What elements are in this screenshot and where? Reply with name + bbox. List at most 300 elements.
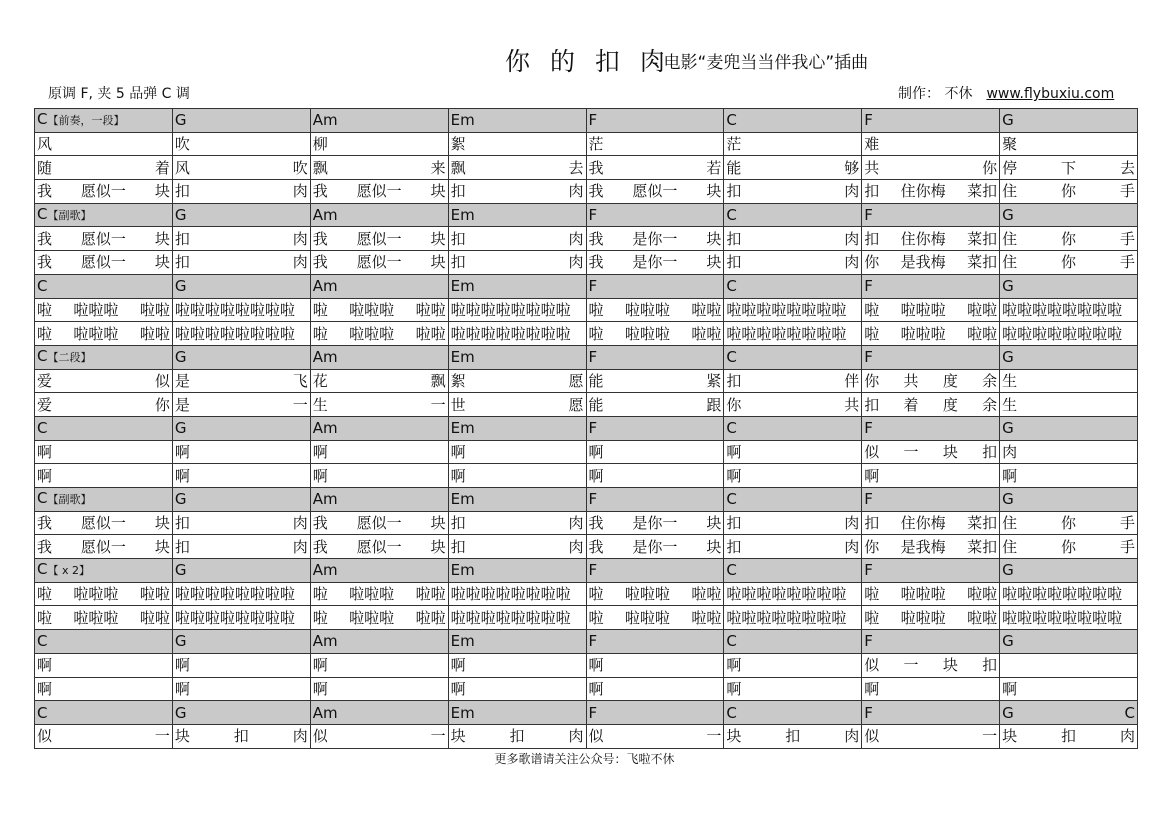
lyric-cell bbox=[724, 511, 862, 535]
chord-cell bbox=[586, 345, 724, 369]
chord-name: F bbox=[864, 277, 873, 296]
lyric-cell bbox=[1000, 322, 1138, 346]
cell-content bbox=[451, 183, 584, 199]
cell-content bbox=[37, 468, 170, 484]
lyric-text: 啦啦啦啦啦啦啦啦 bbox=[1002, 324, 1123, 343]
lyric-text: 住你梅 bbox=[900, 514, 946, 533]
lyric-cell bbox=[448, 724, 586, 748]
chord-name: G bbox=[174, 277, 187, 296]
cell-content bbox=[313, 373, 446, 389]
lyric-text: 扣 bbox=[726, 514, 742, 533]
lyric-cell bbox=[310, 298, 448, 322]
website-link[interactable]: www.flybuxiu.com bbox=[986, 86, 1115, 102]
cell-content bbox=[175, 254, 308, 270]
chord-cell bbox=[862, 488, 1000, 512]
lyric-text: 扣 bbox=[509, 727, 525, 746]
lyric-text: 啦 bbox=[864, 608, 880, 627]
section-label: 【副歌】 bbox=[47, 209, 92, 223]
lyric-text: 啊 bbox=[312, 442, 328, 461]
lyric-row bbox=[35, 606, 1138, 630]
lyric-text: 块 bbox=[706, 514, 722, 533]
lyric-text: 啊 bbox=[726, 679, 742, 698]
chord-cell bbox=[1000, 345, 1138, 369]
lyric-text: 啦啦 bbox=[415, 300, 446, 319]
cell-content bbox=[175, 657, 308, 673]
lyric-cell bbox=[448, 180, 586, 204]
chord-name: F bbox=[864, 348, 873, 367]
cell-content bbox=[589, 160, 722, 176]
lyric-text: 花 bbox=[312, 371, 328, 390]
cell-content bbox=[313, 633, 446, 649]
credit-author: 制作： 不休 bbox=[898, 86, 973, 102]
lyric-text: 菜扣 bbox=[967, 537, 998, 556]
lyric-text: 茫 bbox=[588, 135, 604, 154]
cell-content bbox=[864, 112, 997, 128]
chord-cell bbox=[1000, 630, 1138, 654]
cell-content bbox=[37, 420, 170, 436]
lyric-text: 共 bbox=[844, 395, 860, 414]
cell-content bbox=[313, 207, 446, 223]
lyric-cell bbox=[1000, 582, 1138, 606]
cell-content bbox=[864, 278, 997, 294]
lyric-text: 肉 bbox=[844, 253, 860, 272]
lyric-text: 扣 bbox=[982, 442, 998, 461]
lyric-text: 啦 bbox=[588, 300, 604, 319]
lyric-text: 啊 bbox=[726, 442, 742, 461]
cell-content bbox=[589, 112, 722, 128]
cell-content bbox=[313, 160, 446, 176]
lyric-text: 啊 bbox=[588, 442, 604, 461]
lyric-text: 难 bbox=[864, 135, 880, 154]
lyric-cell bbox=[586, 132, 724, 156]
lyric-cell bbox=[724, 251, 862, 275]
chord-name: F bbox=[588, 703, 598, 722]
lyric-text: 扣 bbox=[174, 182, 190, 201]
lyric-text: 啦 bbox=[588, 608, 604, 627]
cell-content bbox=[1002, 444, 1135, 460]
chord-cell bbox=[724, 274, 862, 298]
lyric-text: 去 bbox=[568, 158, 584, 177]
cell-content bbox=[864, 586, 997, 602]
chord-cell bbox=[586, 701, 724, 725]
cell-content bbox=[726, 373, 859, 389]
lyric-text: 住你梅 bbox=[900, 182, 946, 201]
chord-name: Em bbox=[450, 111, 475, 130]
cell-content bbox=[37, 373, 170, 389]
lyric-text: 世 bbox=[450, 395, 466, 414]
chord-name: C bbox=[37, 703, 48, 722]
lyric-text: 啊 bbox=[726, 656, 742, 675]
lyric-cell bbox=[1000, 535, 1138, 559]
chord-cell bbox=[862, 701, 1000, 725]
cell-content bbox=[313, 231, 446, 247]
chord-cell bbox=[35, 345, 173, 369]
cell-content bbox=[313, 420, 446, 436]
chord-cell bbox=[862, 203, 1000, 227]
lyric-text: 啦啦啦 bbox=[900, 300, 946, 319]
chord-name: G bbox=[174, 703, 187, 722]
cell-content bbox=[864, 444, 997, 460]
lyric-cell bbox=[586, 180, 724, 204]
cell-content bbox=[175, 420, 308, 436]
lyric-text: 我 bbox=[312, 537, 328, 556]
cell-content bbox=[451, 420, 584, 436]
chord-cell bbox=[35, 416, 173, 440]
chord-cell bbox=[35, 701, 173, 725]
lyric-text: 扣 bbox=[174, 514, 190, 533]
lyric-text: 块 bbox=[154, 514, 170, 533]
lyric-text: 你 bbox=[864, 537, 880, 556]
chord-cell bbox=[862, 559, 1000, 583]
lyric-cell bbox=[172, 369, 310, 393]
lyric-cell bbox=[586, 606, 724, 630]
chord-cell bbox=[586, 274, 724, 298]
cell-content bbox=[313, 136, 446, 152]
lyric-text: 若 bbox=[706, 158, 722, 177]
cell-content bbox=[451, 207, 584, 223]
lyric-text: 扣 bbox=[864, 514, 880, 533]
chord-name: F bbox=[864, 490, 873, 509]
lyric-cell bbox=[310, 227, 448, 251]
lyric-cell bbox=[724, 582, 862, 606]
chord-group bbox=[37, 561, 90, 579]
lyric-text: 啦啦 bbox=[967, 324, 998, 343]
chord-group bbox=[37, 348, 91, 366]
lyric-text: 我 bbox=[37, 253, 53, 272]
cell-content bbox=[726, 491, 859, 507]
chord-name: Am bbox=[312, 277, 338, 296]
lyric-cell bbox=[310, 535, 448, 559]
chord-cell bbox=[35, 274, 173, 298]
cell-content bbox=[451, 705, 584, 721]
cell-content bbox=[1002, 633, 1135, 649]
lyric-cell bbox=[310, 606, 448, 630]
lyric-text: 肉 bbox=[568, 253, 584, 272]
lyric-text: 我 bbox=[37, 537, 53, 556]
chord-lyric-sheet bbox=[34, 108, 1138, 749]
lyric-text: 扣 bbox=[174, 537, 190, 556]
lyric-cell bbox=[310, 677, 448, 701]
lyric-text: 啦啦啦 bbox=[349, 324, 395, 343]
lyric-row bbox=[35, 440, 1138, 464]
lyric-cell bbox=[448, 251, 586, 275]
lyric-text: 一 bbox=[903, 442, 919, 461]
lyric-text: 我 bbox=[37, 182, 53, 201]
lyric-text: 肉 bbox=[568, 514, 584, 533]
chord-name: C bbox=[726, 206, 737, 225]
cell-content bbox=[451, 633, 584, 649]
lyric-text: 肉 bbox=[844, 537, 860, 556]
chord-name: F bbox=[588, 419, 598, 438]
chord-name: G bbox=[174, 348, 187, 367]
cell-content bbox=[864, 420, 997, 436]
lyric-text: 我 bbox=[588, 158, 604, 177]
cell-content bbox=[726, 705, 859, 721]
cell-content bbox=[451, 610, 584, 626]
lyric-text: 飘 bbox=[430, 371, 446, 390]
lyric-row bbox=[35, 464, 1138, 488]
cell-content bbox=[864, 610, 997, 626]
lyric-cell bbox=[172, 653, 310, 677]
lyric-cell bbox=[724, 393, 862, 417]
lyric-cell bbox=[1000, 369, 1138, 393]
lyric-cell bbox=[172, 535, 310, 559]
lyric-text: 块 bbox=[430, 537, 446, 556]
lyric-text: 肉 bbox=[1119, 727, 1135, 746]
lyric-row bbox=[35, 535, 1138, 559]
lyric-text: 肉 bbox=[844, 727, 860, 746]
lyric-text: 肉 bbox=[568, 182, 584, 201]
chord-name: C bbox=[37, 419, 48, 438]
cell-content bbox=[589, 444, 722, 460]
chord-cell bbox=[586, 488, 724, 512]
cell-content bbox=[1002, 302, 1135, 318]
lyric-cell bbox=[1000, 251, 1138, 275]
lyric-text: 生 bbox=[1002, 371, 1018, 390]
lyric-text: 我 bbox=[37, 229, 53, 248]
chord-cell bbox=[310, 488, 448, 512]
chord-cell bbox=[586, 416, 724, 440]
lyric-text: 扣 bbox=[450, 229, 466, 248]
lyric-cell bbox=[862, 511, 1000, 535]
cell-content bbox=[451, 681, 584, 697]
chord-cell bbox=[172, 630, 310, 654]
cell-content bbox=[37, 444, 170, 460]
lyric-cell bbox=[862, 132, 1000, 156]
cell-content bbox=[37, 515, 170, 531]
lyric-text: 扣 bbox=[726, 371, 742, 390]
cell-content bbox=[175, 207, 308, 223]
cell-content bbox=[589, 539, 722, 555]
chord-cell bbox=[1000, 203, 1138, 227]
lyric-text: 能 bbox=[588, 371, 604, 390]
chord-row bbox=[35, 701, 1138, 725]
chord-row bbox=[35, 630, 1138, 654]
lyric-text: 住 bbox=[1002, 253, 1018, 272]
chord-cell bbox=[448, 416, 586, 440]
cell-content bbox=[1002, 610, 1135, 626]
cell-content bbox=[451, 112, 584, 128]
lyric-cell bbox=[172, 156, 310, 180]
lyric-cell bbox=[448, 298, 586, 322]
chord-name: C bbox=[726, 348, 737, 367]
lyric-text: 扣 bbox=[864, 182, 880, 201]
cell-content bbox=[1002, 420, 1135, 436]
credit-line bbox=[898, 83, 1114, 103]
chord-cell bbox=[310, 559, 448, 583]
lyric-text: 扣 bbox=[726, 253, 742, 272]
lyric-cell bbox=[862, 582, 1000, 606]
chord-name: G bbox=[1002, 348, 1014, 367]
chord-cell bbox=[1000, 274, 1138, 298]
lyric-text: 是你一 bbox=[632, 253, 678, 272]
cell-content bbox=[589, 705, 722, 721]
cell-content bbox=[313, 562, 446, 578]
chord-cell bbox=[586, 630, 724, 654]
lyric-cell bbox=[448, 535, 586, 559]
cell-content bbox=[451, 586, 584, 602]
lyric-text: 啦啦 bbox=[139, 585, 170, 604]
lyric-text: 度 bbox=[942, 395, 958, 414]
lyric-cell bbox=[862, 298, 1000, 322]
lyric-text: 聚 bbox=[1002, 135, 1018, 154]
cell-content bbox=[175, 610, 308, 626]
chord-cell bbox=[448, 109, 586, 133]
lyric-cell bbox=[586, 393, 724, 417]
chord-name: Em bbox=[450, 206, 475, 225]
cell-content bbox=[864, 728, 997, 744]
lyric-text: 啊 bbox=[174, 466, 190, 485]
lyric-text: 你 bbox=[1061, 537, 1077, 556]
lyric-text: 停 bbox=[1002, 158, 1018, 177]
lyric-text: 啦啦啦啦啦啦啦啦 bbox=[450, 324, 571, 343]
cell-content bbox=[313, 539, 446, 555]
lyric-text: 手 bbox=[1119, 537, 1135, 556]
cell-content bbox=[864, 349, 997, 365]
lyric-row bbox=[35, 227, 1138, 251]
cell-content bbox=[864, 468, 997, 484]
lyric-text: 絮 bbox=[450, 371, 466, 390]
lyric-text: 啊 bbox=[588, 679, 604, 698]
lyric-cell bbox=[724, 464, 862, 488]
lyric-text: 块 bbox=[450, 727, 466, 746]
lyric-row bbox=[35, 677, 1138, 701]
chord-cell bbox=[724, 559, 862, 583]
lyric-cell bbox=[862, 156, 1000, 180]
lyric-text: 啦啦 bbox=[967, 608, 998, 627]
lyric-cell bbox=[35, 440, 173, 464]
lyric-text: 啊 bbox=[37, 679, 53, 698]
lyric-cell bbox=[724, 227, 862, 251]
chord-row bbox=[35, 416, 1138, 440]
lyric-text: 似 bbox=[864, 656, 880, 675]
lyric-cell bbox=[310, 132, 448, 156]
lyric-text: 住你梅 bbox=[900, 229, 946, 248]
cell-content bbox=[589, 681, 722, 697]
lyric-cell bbox=[172, 582, 310, 606]
lyric-text: 啦啦啦啦啦啦啦啦 bbox=[174, 585, 295, 604]
lyric-text: 啊 bbox=[864, 466, 880, 485]
chord-name: Em bbox=[450, 419, 475, 438]
lyric-text: 啦啦 bbox=[139, 608, 170, 627]
cell-content bbox=[1002, 112, 1135, 128]
lyric-text: 愿似一 bbox=[80, 253, 126, 272]
lyric-cell bbox=[586, 251, 724, 275]
lyric-text: 扣 bbox=[450, 182, 466, 201]
cell-content bbox=[37, 681, 170, 697]
lyric-cell bbox=[310, 369, 448, 393]
cell-content bbox=[589, 515, 722, 531]
chord-cell bbox=[724, 630, 862, 654]
lyric-text: 肉 bbox=[568, 537, 584, 556]
lyric-text: 我 bbox=[588, 514, 604, 533]
cell-content bbox=[864, 183, 997, 199]
cell-content bbox=[175, 539, 308, 555]
lyric-cell bbox=[1000, 298, 1138, 322]
chord-name: F bbox=[864, 111, 873, 130]
cell-content bbox=[175, 633, 308, 649]
cell-content bbox=[864, 254, 997, 270]
cell-content bbox=[864, 207, 997, 223]
cell-content bbox=[1002, 183, 1135, 199]
cell-content bbox=[175, 183, 308, 199]
cell-content bbox=[726, 112, 859, 128]
lyric-text: 我 bbox=[312, 182, 328, 201]
lyric-cell bbox=[35, 251, 173, 275]
chord-cell bbox=[35, 203, 173, 227]
lyric-text: 啦啦啦啦啦啦啦啦 bbox=[450, 300, 571, 319]
lyric-row bbox=[35, 298, 1138, 322]
cell-content bbox=[589, 183, 722, 199]
lyric-text: 是我梅 bbox=[900, 253, 946, 272]
chord-cell bbox=[724, 345, 862, 369]
cell-content bbox=[313, 657, 446, 673]
cell-content bbox=[175, 136, 308, 152]
lyric-cell bbox=[172, 677, 310, 701]
chord-cell bbox=[724, 488, 862, 512]
chord-name: C bbox=[726, 111, 737, 130]
lyric-text: 愿似一 bbox=[632, 182, 678, 201]
lyric-text: 愿似一 bbox=[80, 514, 126, 533]
lyric-text: 啦 bbox=[37, 608, 53, 627]
chord-cell bbox=[448, 274, 586, 298]
lyric-cell bbox=[724, 606, 862, 630]
cell-content bbox=[37, 111, 170, 129]
cell-content bbox=[726, 728, 859, 744]
cell-content bbox=[451, 160, 584, 176]
chord-name: F bbox=[588, 277, 598, 296]
lyric-text: 啦啦啦啦啦啦啦啦 bbox=[726, 585, 847, 604]
lyric-text: 块 bbox=[942, 656, 958, 675]
lyric-text: 块 bbox=[706, 229, 722, 248]
lyric-text: 随 bbox=[37, 158, 53, 177]
lyric-cell bbox=[35, 535, 173, 559]
lyric-text: 啦啦 bbox=[967, 300, 998, 319]
chord-cell bbox=[172, 109, 310, 133]
cell-content bbox=[313, 326, 446, 342]
cell-content bbox=[589, 420, 722, 436]
lyric-text: 一 bbox=[430, 727, 446, 746]
lyric-cell bbox=[310, 724, 448, 748]
lyric-text: 啦啦啦啦啦啦啦啦 bbox=[726, 300, 847, 319]
cell-content bbox=[864, 326, 997, 342]
cell-content bbox=[175, 586, 308, 602]
lyric-text: 扣 bbox=[785, 727, 801, 746]
chord-row bbox=[35, 559, 1138, 583]
lyric-text: 啦啦啦 bbox=[624, 300, 670, 319]
chord-cell bbox=[1000, 416, 1138, 440]
lyric-text: 啦 bbox=[588, 324, 604, 343]
lyric-text: 住 bbox=[1002, 537, 1018, 556]
cell-content bbox=[451, 231, 584, 247]
lyric-text: 我 bbox=[588, 229, 604, 248]
cell-content bbox=[1002, 231, 1135, 247]
chord-name: Em bbox=[450, 703, 475, 722]
lyric-text: 我 bbox=[312, 229, 328, 248]
cell-content bbox=[1002, 728, 1135, 744]
lyric-cell bbox=[862, 440, 1000, 464]
chord-cell bbox=[724, 203, 862, 227]
cell-content bbox=[37, 231, 170, 247]
cell-content bbox=[726, 657, 859, 673]
lyric-cell bbox=[35, 156, 173, 180]
chord-cell bbox=[172, 559, 310, 583]
cell-content bbox=[313, 586, 446, 602]
lyric-cell bbox=[862, 322, 1000, 346]
lyric-cell bbox=[172, 440, 310, 464]
chord-cell bbox=[35, 630, 173, 654]
lyric-cell bbox=[724, 535, 862, 559]
